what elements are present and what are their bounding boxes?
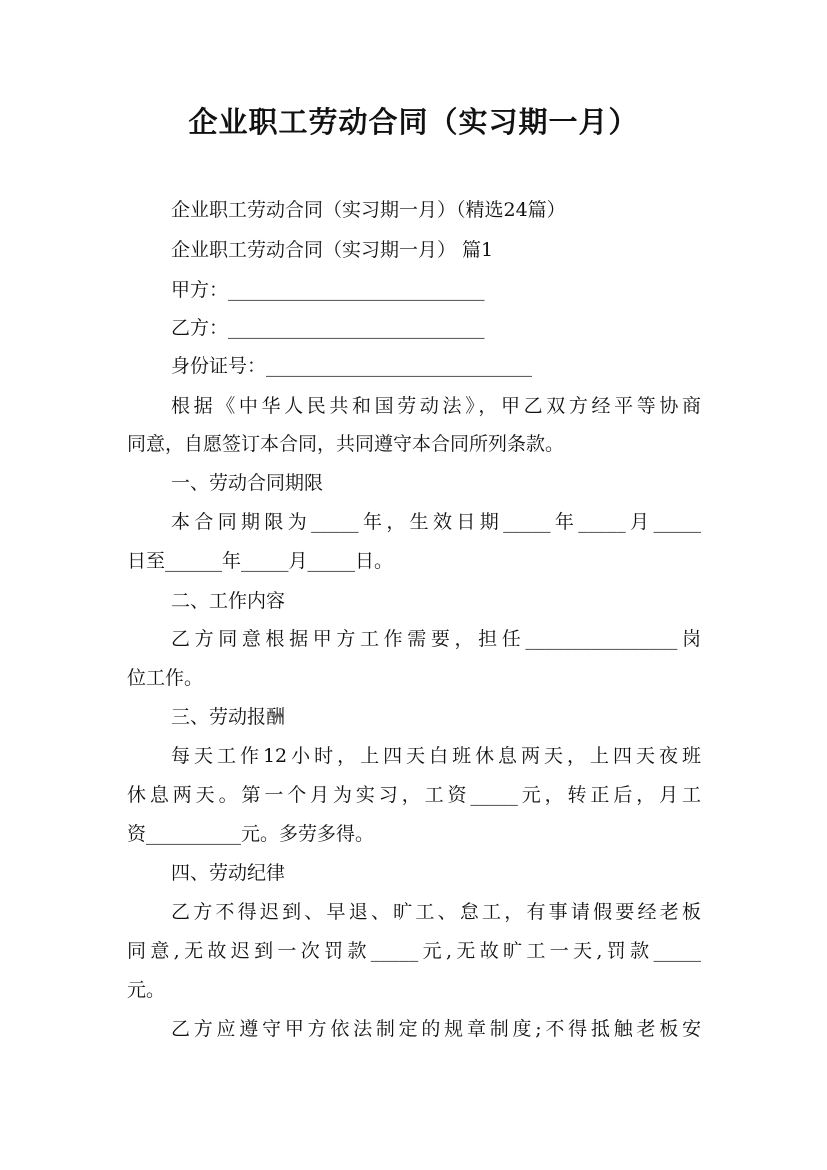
paragraph-line: 休息两天。第一个月为实习，工资_____元，转正后，月工: [127, 784, 701, 806]
document-title: 企业职工劳动合同（实习期一月）: [188, 105, 639, 139]
paragraph-line: 乙方不得迟到、早退、旷工、怠工，有事请假要经老板: [171, 901, 701, 923]
paragraph-line: 乙方应遵守甲方依法制定的规章制度;不得抵触老板安: [171, 1018, 701, 1040]
paragraph-line: 日至______年_____月_____日。: [127, 550, 394, 572]
paragraph-line: 每天工作12小时，上四天白班休息两天，上四天夜班: [171, 745, 701, 767]
id-number-line: 身份证号：____________________________: [171, 355, 533, 377]
subtitle-line: 企业职工劳动合同（实习期一月）（精选24篇）: [171, 199, 566, 221]
clause-heading: 三、劳动报酬: [171, 706, 286, 728]
paragraph-line: 根据《中华人民共和国劳动法》，甲乙双方经平等协商: [171, 395, 701, 417]
clause-heading: 一、劳动合同期限: [171, 472, 324, 494]
paragraph-line: 元。: [127, 979, 166, 1001]
paragraph-line: 资__________元。多劳多得。: [127, 823, 375, 845]
party-b-line: 乙方：___________________________: [171, 317, 485, 339]
party-a-line: 甲方：___________________________: [171, 279, 485, 301]
paragraph-line: 同意,无故迟到一次罚款_____元,无故旷工一天,罚款_____: [127, 940, 701, 962]
clause-heading: 四、劳动纪律: [171, 862, 286, 884]
clause-heading: 二、工作内容: [171, 590, 286, 612]
paragraph-line: 本合同期限为_____年，生效日期_____年_____月_____: [171, 511, 701, 533]
section-heading: 企业职工劳动合同（实习期一月） 篇1: [171, 239, 494, 261]
paragraph-line: 乙方同意根据甲方工作需要，担任________________岗: [171, 628, 701, 650]
paragraph-line: 同意，自愿签订本合同，共同遵守本合同所列条款。: [127, 433, 565, 455]
paragraph-line: 位工作。: [127, 667, 204, 689]
